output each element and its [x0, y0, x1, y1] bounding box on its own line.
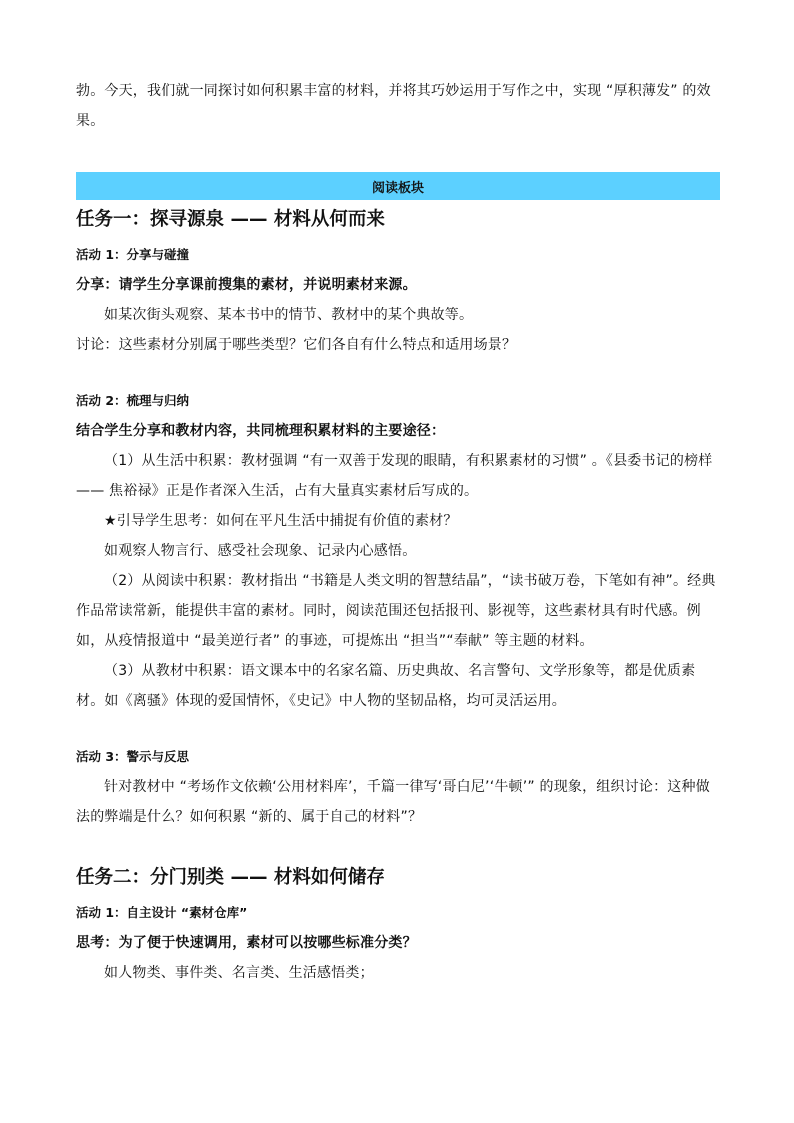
- task1-activity2-item2: （2）从阅读中积累：教材指出 “书籍是人类文明的智慧结晶”，“读书破万卷，下笔如有神”。经典作品常读常新，能提供丰富的素材。同时，阅读范围还包括报刊、影视等，这些素材具有时代感。例如，从疫情报道中 “最美逆行者” 的事迹，可提炼出 “担当”“奉献” 等主题的材料。: [76, 573, 716, 649]
- task1-activity2-item1: （1）从生活中积累：教材强调 “有一双善于发现的眼睛，有积累素材的习惯” 。《县委书记的榜样 —— 焦裕禄》正是作者深入生活，占有大量真实素材后写成的。: [76, 453, 713, 499]
- task1-activity1-discuss: 讨论：这些素材分别属于哪些类型？它们各自有什么特点和适用场景？: [76, 337, 517, 353]
- document-body: [76, 76, 720, 988]
- task1-activity1-heading: 活动 1：分享与碰撞: [76, 247, 190, 262]
- task1-activity2-intro: 结合学生分享和教材内容，共同梳理积累材料的主要途径：: [76, 423, 446, 439]
- task1-activity1-share: 分享：请学生分享课前搜集的素材，并说明素材来源。: [76, 277, 417, 293]
- section-band-reading: 阅读板块: [76, 172, 720, 200]
- task1-title: 任务一：探寻源泉 —— 材料从何而来: [76, 209, 385, 230]
- task2-activity1-example: 如人物类、事件类、名言类、生活感悟类；: [104, 965, 374, 981]
- task2-title: 任务二：分门别类 —— 材料如何储存: [76, 867, 385, 888]
- task1-activity3-heading: 活动 3：警示与反思: [76, 749, 190, 764]
- task1-activity2-guide: ★引导学生思考：如何在平凡生活中捕捉有价值的素材？: [104, 513, 458, 529]
- intro-line-2: 果。: [76, 113, 105, 129]
- task2-activity1-heading: 活动 1：自主设计 “素材仓库”: [76, 905, 248, 920]
- task1-activity1-example: 如某次街头观察、某本书中的情节、教材中的某个典故等。: [104, 307, 474, 323]
- task1-activity3-text: 针对教材中 “考场作文依赖‘公用材料库’，千篇一律写‘哥白尼’‘牛顿’” 的现象，组织讨论：这种做法的弊端是什么？如何积累 “新的、属于自己的材料”？: [76, 779, 710, 825]
- task2-activity1-think: 思考：为了便于快速调用，素材可以按哪些标准分类？: [76, 935, 417, 951]
- intro-line-1: 勃。今天，我们就一同探讨如何积累丰富的材料，并将其巧妙运用于写作之中，实现 “厚积薄发” 的效: [76, 83, 711, 99]
- task1-activity2-guide-answer: 如观察人物言行、感受社会现象、记录内心感悟。: [104, 543, 417, 559]
- task1-activity2-item3: （3）从教材中积累：语文课本中的名家名篇、历史典故、名言警句、文学形象等，都是优质素材。如《离骚》体现的爱国情怀，《史记》中人物的坚韧品格，均可灵活运用。: [76, 663, 696, 709]
- task1-activity2-heading: 活动 2：梳理与归纳: [76, 393, 190, 408]
